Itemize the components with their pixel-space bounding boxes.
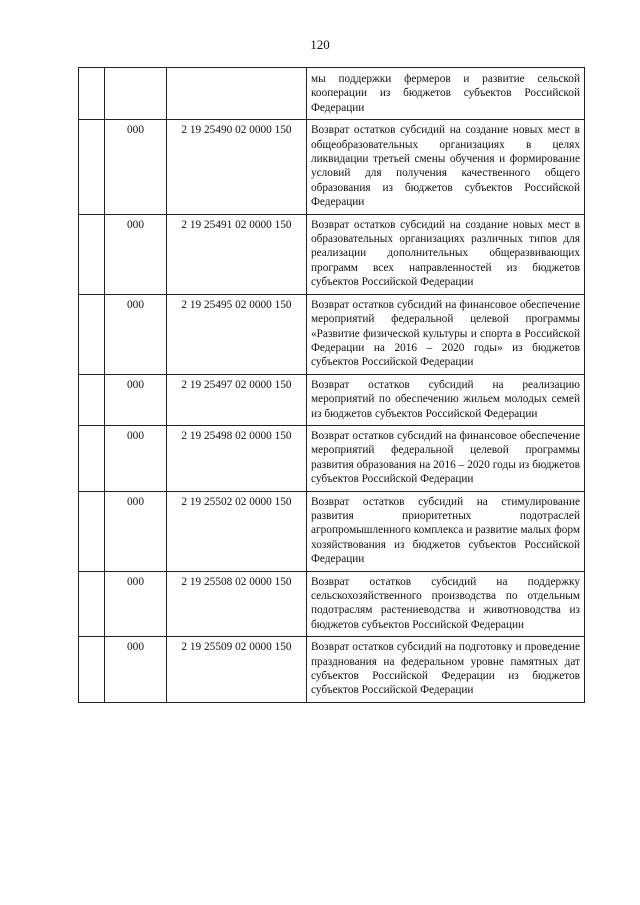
blank-cell	[79, 294, 105, 374]
table-row	[79, 425, 585, 491]
table-row	[79, 637, 585, 703]
blank-cell	[79, 120, 105, 214]
revenue-name-cell: мы поддержки фермеров и развитие сельской кооперации из бюджетов субъектов Российской Федерации	[307, 68, 585, 120]
revenue-name-cell: Возврат остатков субсидий на стимулирование развития приоритетных подотраслей агропромышленного комплекса и развитие малых форм хозяйствования из бюджетов субъектов Российской Федерации	[307, 491, 585, 571]
revenue-name-cell: Возврат остатков субсидий на финансовое обеспечение мероприятий федеральной целевой программы развития образования на 2016 – 2020 годы из бюджетов субъектов Российской Федерации	[307, 425, 585, 491]
table-row	[79, 491, 585, 571]
page-number: 120	[310, 37, 330, 52]
blank-cell	[79, 374, 105, 425]
table-row	[79, 120, 585, 214]
budget-classification-table	[78, 67, 585, 703]
blank-cell	[79, 68, 105, 120]
revenue-code-cell: 2 19 25495 02 0000 150	[167, 294, 307, 374]
revenue-name-cell: Возврат остатков субсидий на поддержку сельскохозяйственного производства по отдельным подотраслям растениеводства и животноводства из бюджетов субъектов Российской Федерации	[307, 571, 585, 637]
revenue-code-cell	[167, 68, 307, 120]
revenue-code-cell: 2 19 25509 02 0000 150	[167, 637, 307, 703]
revenue-code-cell: 2 19 25502 02 0000 150	[167, 491, 307, 571]
admin-code-cell	[105, 68, 167, 120]
table-row	[79, 374, 585, 425]
blank-cell	[79, 571, 105, 637]
revenue-code-cell: 2 19 25497 02 0000 150	[167, 374, 307, 425]
revenue-name-cell: Возврат остатков субсидий на финансовое обеспечение мероприятий федеральной целевой программы «Развитие физической культуры и спорта в Российской Федерации на 2016 – 2020 годы» из бюджетов субъектов Российской Федерации	[307, 294, 585, 374]
admin-code-cell: 000	[105, 425, 167, 491]
revenue-code-cell: 2 19 25498 02 0000 150	[167, 425, 307, 491]
revenue-name-cell: Возврат остатков субсидий на создание новых мест в общеобразовательных организациях в целях ликвидации третьей смены обучения и формирование условий для получения качественного общего образования из бюджетов субъектов Российской Федерации	[307, 120, 585, 214]
admin-code-cell: 000	[105, 374, 167, 425]
admin-code-cell: 000	[105, 571, 167, 637]
table-row	[79, 294, 585, 374]
admin-code-cell: 000	[105, 491, 167, 571]
blank-cell	[79, 637, 105, 703]
blank-cell	[79, 214, 105, 294]
blank-cell	[79, 425, 105, 491]
admin-code-cell: 000	[105, 120, 167, 214]
table-row	[79, 571, 585, 637]
admin-code-cell: 000	[105, 637, 167, 703]
blank-cell	[79, 491, 105, 571]
revenue-code-cell: 2 19 25491 02 0000 150	[167, 214, 307, 294]
table-row	[79, 214, 585, 294]
revenue-code-cell: 2 19 25490 02 0000 150	[167, 120, 307, 214]
revenue-name-cell: Возврат остатков субсидий на создание новых мест в образовательных организациях различных типов для реализации дополнительных общеразвивающих программ всех направленностей из бюджетов субъектов Российской Федерации	[307, 214, 585, 294]
admin-code-cell: 000	[105, 294, 167, 374]
admin-code-cell: 000	[105, 214, 167, 294]
revenue-name-cell: Возврат остатков субсидий на реализацию мероприятий по обеспечению жильем молодых семей из бюджетов субъектов Российской Федерации	[307, 374, 585, 425]
revenue-code-cell: 2 19 25508 02 0000 150	[167, 571, 307, 637]
table-row	[79, 68, 585, 120]
revenue-name-cell: Возврат остатков субсидий на подготовку и проведение празднования на федеральном уровне памятных дат субъектов Российской Федерации из бюджетов субъектов Российской Федерации	[307, 637, 585, 703]
